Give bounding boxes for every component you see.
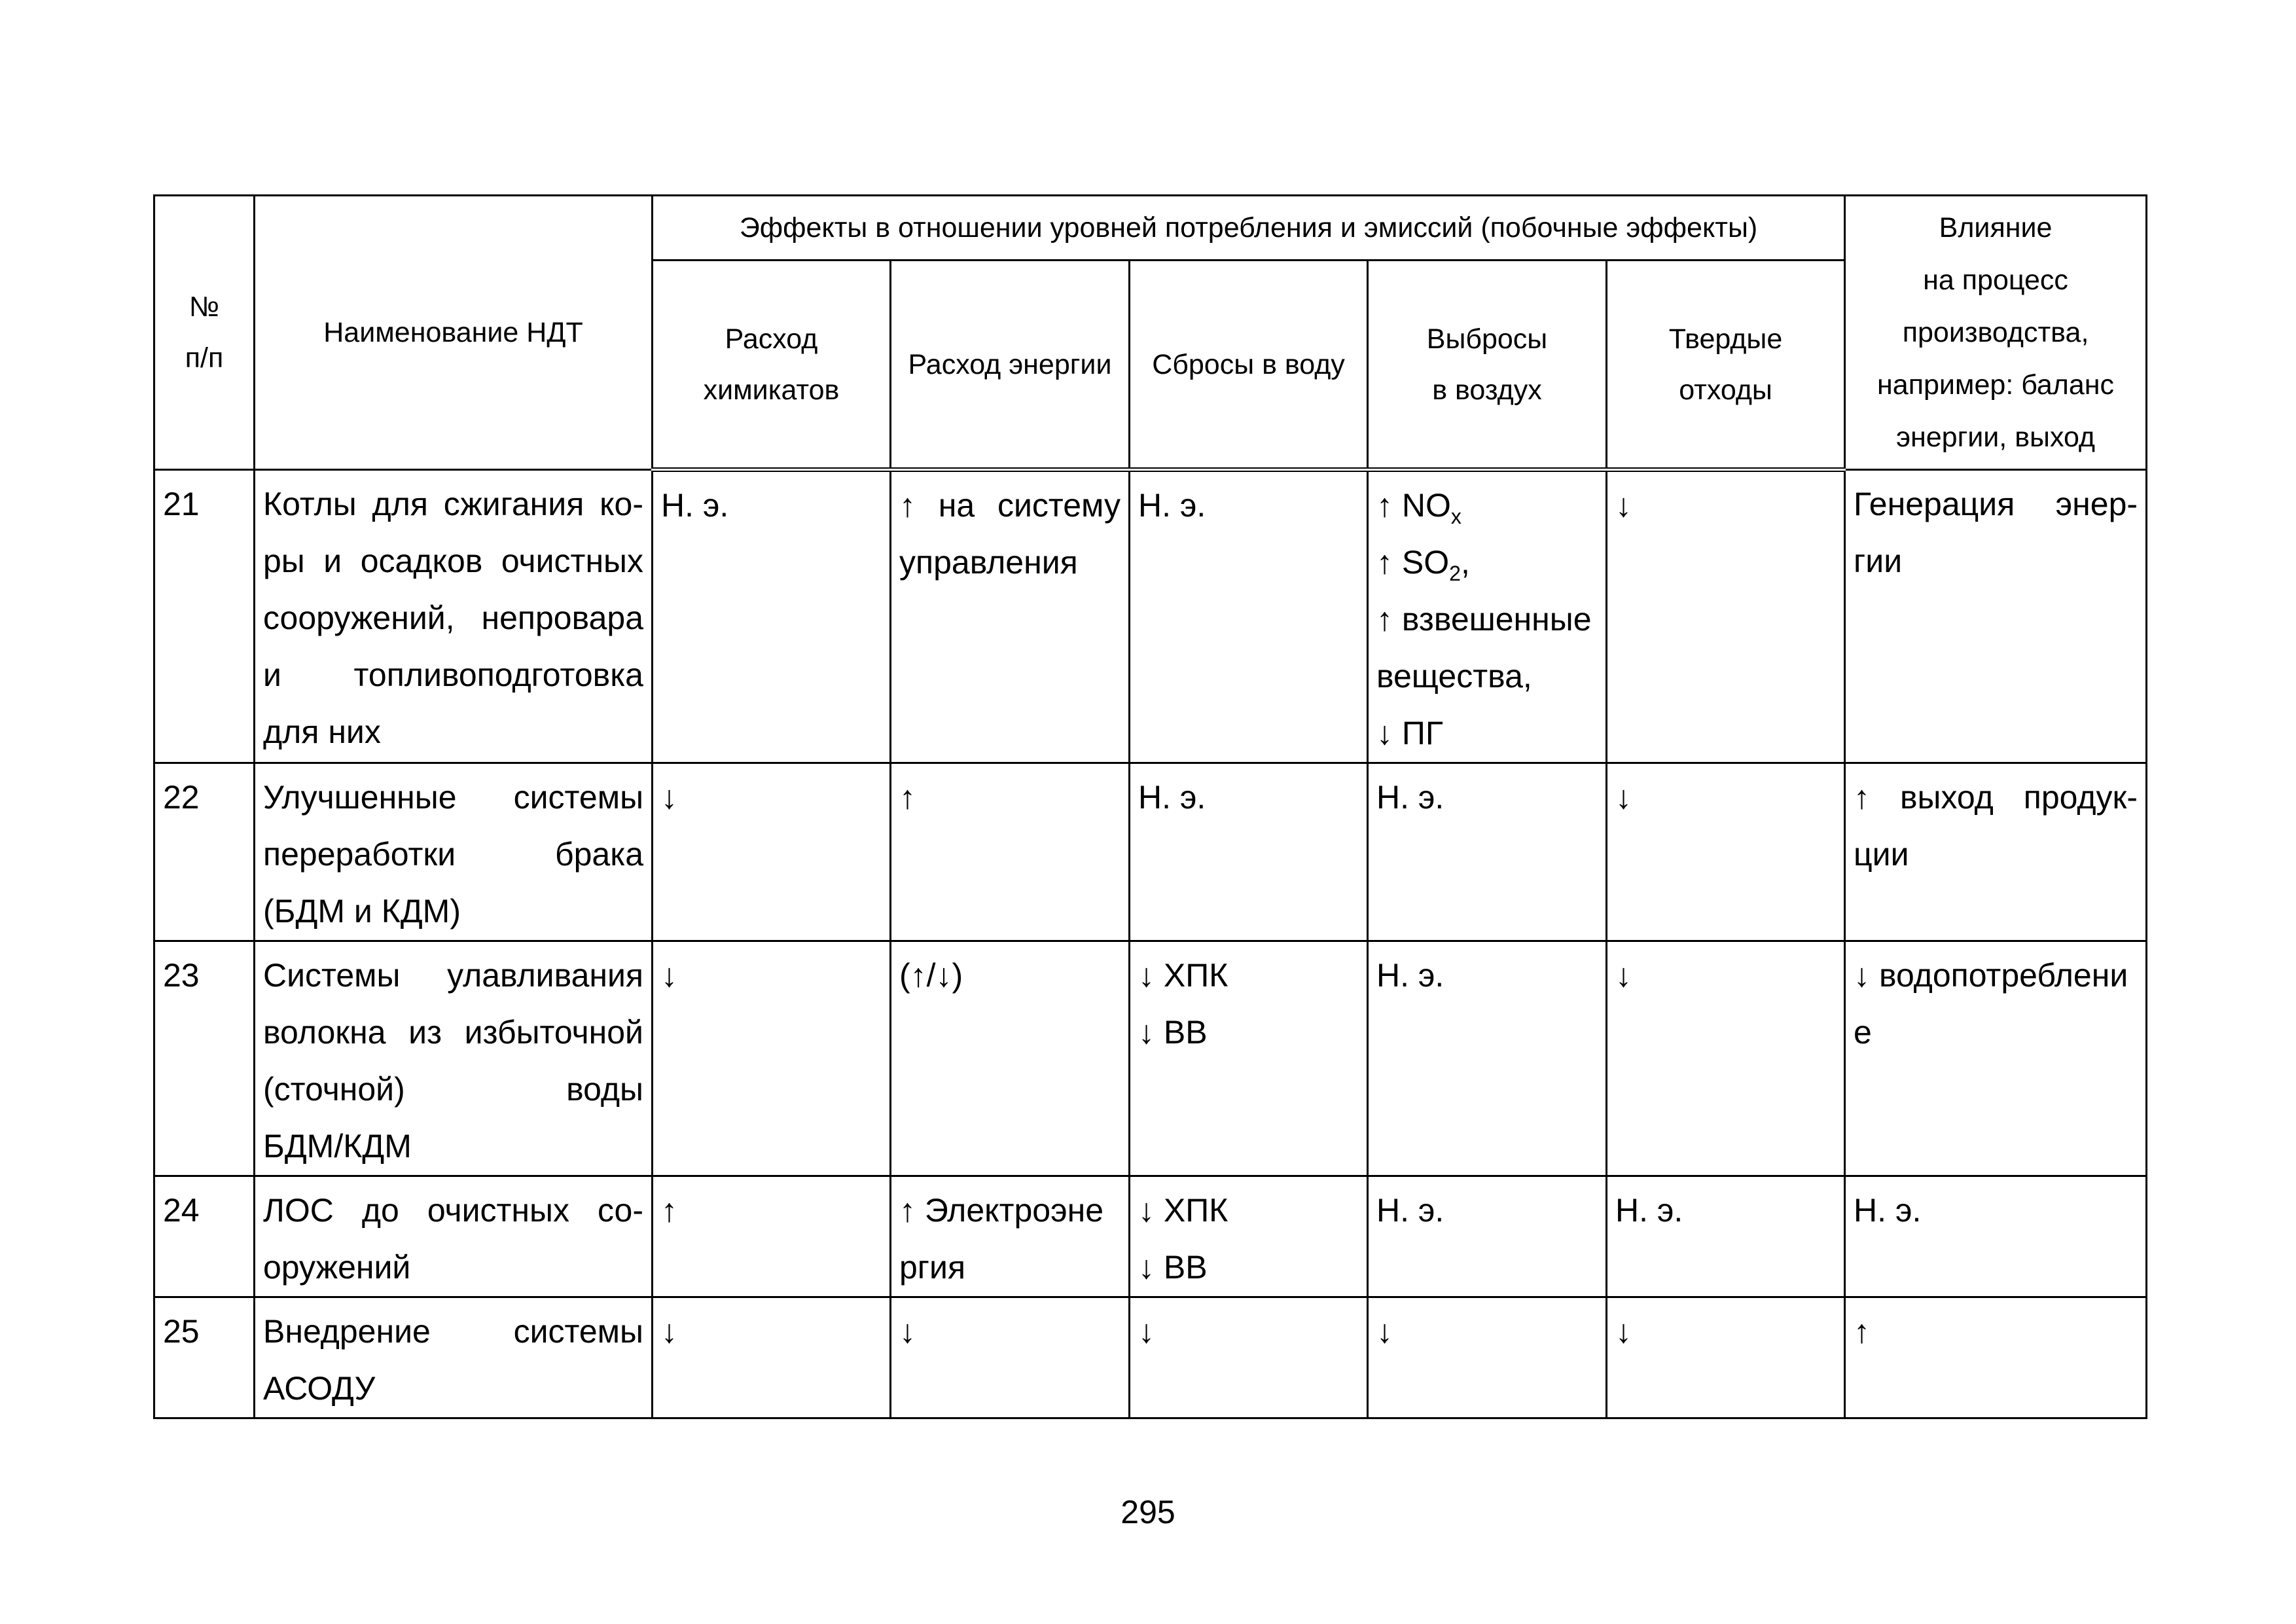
row-number: 21 <box>154 470 255 763</box>
header-solid-waste: Твердые отходы <box>1607 261 1845 470</box>
row-number: 22 <box>154 763 255 941</box>
header-process-impact: Влияние на процесс производства, например: баланс энергии, выход <box>1845 196 2147 470</box>
header-water-discharge: Сбросы в воду <box>1130 261 1368 470</box>
header-number: № п/п <box>154 196 255 470</box>
row-number: 25 <box>154 1297 255 1418</box>
process-impact-cell: ↑ выход продук- ции <box>1845 763 2147 941</box>
air-so2: ↑ $SO_2$, <box>1376 544 1470 585</box>
table-row <box>154 1176 2147 1297</box>
header-side-effects-group: Эффекты в отношении уровней потребления и эмиссий (побочные эффекты) <box>653 196 1845 261</box>
table-row <box>154 470 2147 763</box>
row-number: 23 <box>154 941 255 1176</box>
chemicals-cell: ↓ <box>653 941 891 1176</box>
header-energy: Расход энергии <box>891 261 1130 470</box>
solid-waste-cell: ↓ <box>1607 1297 1845 1418</box>
solid-waste-cell: ↓ <box>1607 470 1845 763</box>
water-cell: ↓ ХПК ↓ ВВ <box>1130 941 1368 1176</box>
ndt-name-cell: Внедрение системы АСОДУ <box>255 1297 653 1418</box>
process-impact-cell: Генерация энер- гии <box>1845 470 2147 763</box>
chemicals-cell: Н. э. <box>653 470 891 763</box>
air-cell: Н. э. <box>1368 1176 1607 1297</box>
ndt-name-cell: Улучшенные системы переработки брака (БДМ и КДМ) <box>255 763 653 941</box>
air-cell: ↑ $NO_x$ ↑ $SO_2$, ↑ взвешенные вещества, ↓ ПГ <box>1368 470 1607 763</box>
chemicals-cell: ↑ <box>653 1176 891 1297</box>
solid-waste-cell: Н. э. <box>1607 1176 1845 1297</box>
process-impact-cell: Н. э. <box>1845 1176 2147 1297</box>
energy-cell: ↑ Электроэне ргия <box>891 1176 1130 1297</box>
air-nox: ↑ $NO_x$ <box>1376 487 1462 528</box>
table-header-row <box>154 196 2147 261</box>
header-chemicals: Расход химикатов <box>653 261 891 470</box>
table-row <box>154 763 2147 941</box>
air-cell: Н. э. <box>1368 941 1607 1176</box>
water-cell: ↓ ХПК ↓ ВВ <box>1130 1176 1368 1297</box>
water-cell: Н. э. <box>1130 763 1368 941</box>
energy-cell: (↑/↓) <box>891 941 1130 1176</box>
solid-waste-cell: ↓ <box>1607 941 1845 1176</box>
solid-waste-cell: ↓ <box>1607 763 1845 941</box>
energy-cell: ↓ <box>891 1297 1130 1418</box>
chemicals-cell: ↓ <box>653 763 891 941</box>
table-row <box>154 1297 2147 1418</box>
header-air-emissions: Выбросы в воздух <box>1368 261 1607 470</box>
air-cell: ↓ <box>1368 1297 1607 1418</box>
ndt-name-cell: Котлы для сжигания ко- ры и осадков очистных сооружений, непровара и топливоподготовка для них <box>255 470 653 763</box>
ndt-effects-table <box>153 194 2147 1419</box>
ndt-name-cell: Системы улавливания волокна из избыточной (сточной) воды БДМ/КДМ <box>255 941 653 1176</box>
table-row <box>154 941 2147 1176</box>
air-cell: Н. э. <box>1368 763 1607 941</box>
process-impact-cell: ↓ водопотреблени е <box>1845 941 2147 1176</box>
process-impact-cell: ↑ <box>1845 1297 2147 1418</box>
energy-cell: ↑ <box>891 763 1130 941</box>
water-cell: Н. э. <box>1130 470 1368 763</box>
ndt-name-cell: ЛОС до очистных со- оружений <box>255 1176 653 1297</box>
chemicals-cell: ↓ <box>653 1297 891 1418</box>
header-ndt-name: Наименование НДТ <box>255 196 653 470</box>
energy-cell: ↑ на систему управления <box>891 470 1130 763</box>
page-number: 295 <box>1121 1494 1175 1530</box>
row-number: 24 <box>154 1176 255 1297</box>
water-cell: ↓ <box>1130 1297 1368 1418</box>
